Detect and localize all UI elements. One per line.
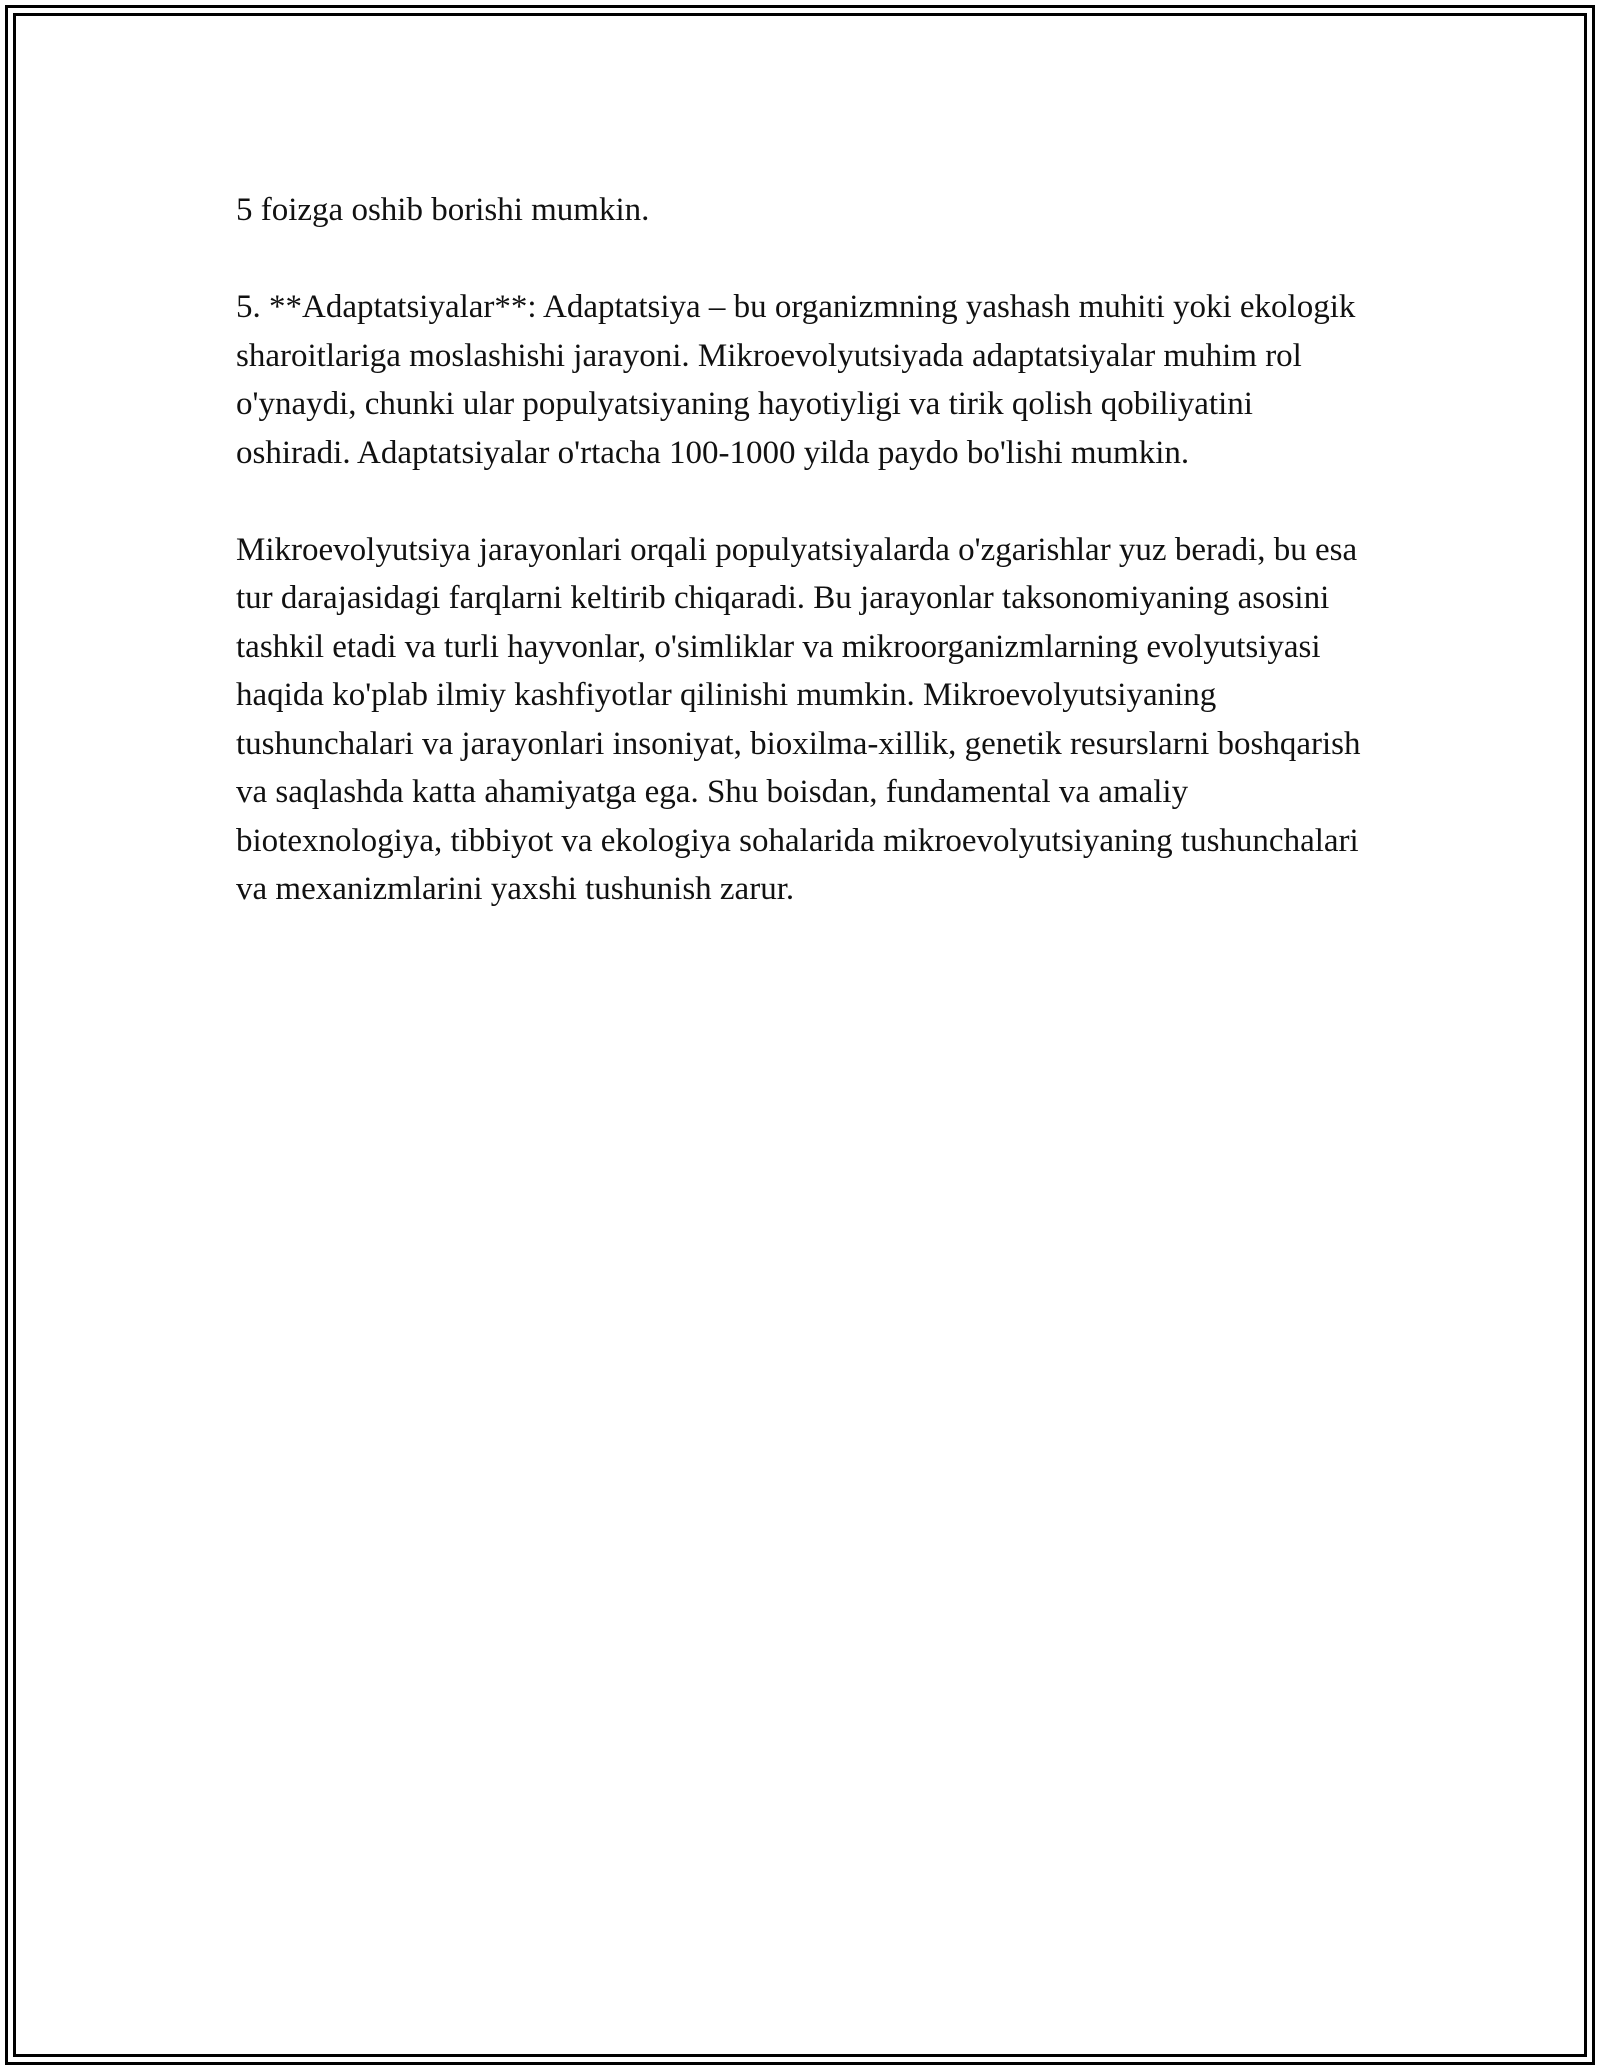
document-body	[236, 186, 1366, 914]
paragraph-conclusion: Mikroevolyutsiya jarayonlari orqali populyatsiyalarda o'zgarishlar yuz beradi, bu esa tur darajasidagi farqlarni keltirib chiqaradi. Bu jarayonlar taksonomiyaning asosini tashkil etadi va turli hayvonlar, o'simliklar va mikroorganizmlarning evolyutsiyasi haqida ko'plab ilmiy kashfiyotlar qilinishi mumkin. Mikroevolyutsiyaning tushunchalari va jarayonlari insoniyat, bioxilma-xillik, genetik resurslarni boshqarish va saqlashda katta ahamiyatga ega. Shu boisdan, fundamental va amaliy biotexnologiya, tibbiyot va ekologiya sohalarida mikroevolyutsiyaning tushunchalari va mexanizmlarini yaxshi tushunish zarur.	[236, 531, 1361, 907]
paragraph-adaptations: 5. **Adaptatsiyalar**: Adaptatsiya – bu organizmning yashash muhiti yoki ekologik sharoitlariga moslashishi jarayoni. Mikroevolyutsiyada adaptatsiyalar muhim rol o'ynaydi, chunki ular populyatsiyaning hayotiyligi va tirik qolish qobiliyatini oshiradi. Adaptatsiyalar o'rtacha 100-1000 yilda paydo bo'lishi mumkin.	[236, 289, 1356, 471]
paragraph-continuation: 5 foizga oshib borishi mumkin.	[236, 192, 650, 228]
